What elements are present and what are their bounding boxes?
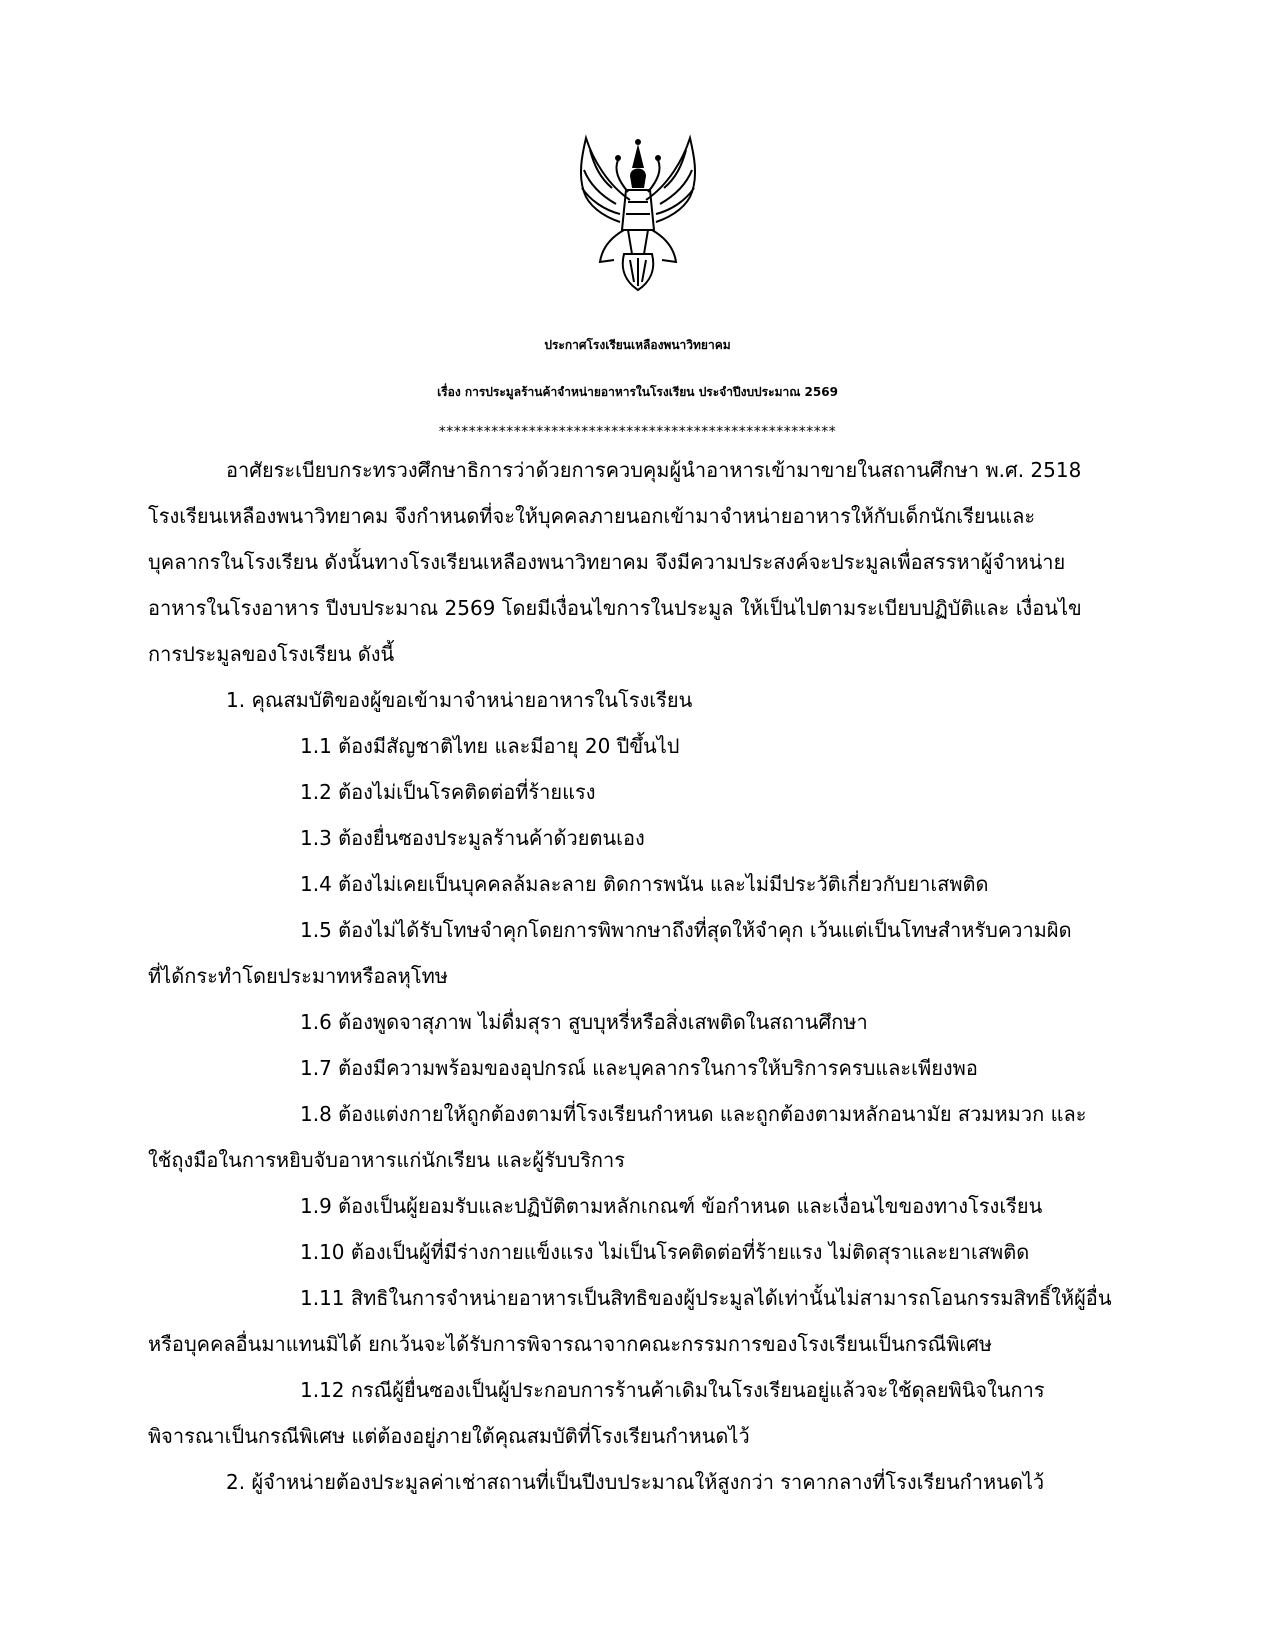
intro-line-4: อาหารในโรงอาหาร ปีงบประมาณ 2569 โดยมีเงื่อนไขการในประมูล ให้เป็นไปตามระเบียบปฏิบัติและ เงื่อนไข [148,596,1082,620]
section-2-heading: 2. ผู้จำหน่ายต้องประมูลค่าเช่าสถานที่เป็นปีงบประมาณให้สูงกว่า ราคากลางที่โรงเรียนกำหนดไว้ [226,1470,1045,1494]
item-1-6: 1.6 ต้องพูดจาสุภาพ ไม่ดื่มสุรา สูบบุหรี่หรือสิ่งเสพติดในสถานศึกษา [300,1010,868,1034]
item-1-11-cont: หรือบุคคลอื่นมาแทนมิได้ ยกเว้นจะได้รับการพิจารณาจากคณะกรรมการของโรงเรียนเป็นกรณีพิเศษ [148,1332,993,1356]
intro-line-1: อาศัยระเบียบกระทรวงศึกษาธิการว่าด้วยการควบคุมผู้นำอาหารเข้ามาขายในสถานศึกษา พ.ศ. 2518 [226,458,1082,482]
item-1-12: 1.12 กรณีผู้ยื่นซองเป็นผู้ประกอบการร้านค้าเดิมในโรงเรียนอยู่แล้วจะใช้ดุลยพินิจในการ [300,1378,1045,1402]
separator-line: ***************************************************** [438,424,837,440]
item-1-9: 1.9 ต้องเป็นผู้ยอมรับและปฏิบัติตามหลักเกณฑ์ ข้อกำหนด และเงื่อนไขของทางโรงเรียน [300,1194,1043,1218]
item-1-5-cont: ที่ได้กระทำโดยประมาทหรือลหุโทษ [148,964,448,988]
announcement-subject: เรื่อง การประมูลร้านค้าจำหน่ายอาหารในโรงเรียน ประจำปีงบประมาณ 2569 [437,385,838,399]
item-1-4: 1.4 ต้องไม่เคยเป็นบุคคลล้มละลาย ติดการพนัน และไม่มีประวัติเกี่ยวกับยาเสพติด [300,872,989,896]
item-1-3: 1.3 ต้องยื่นซองประมูลร้านค้าด้วยตนเอง [300,826,645,850]
item-1-2: 1.2 ต้องไม่เป็นโรคติดต่อที่ร้ายแรง [300,780,596,804]
item-1-5: 1.5 ต้องไม่ได้รับโทษจำคุกโดยการพิพากษาถึงที่สุดให้จำคุก เว้นแต่เป็นโทษสำหรับความผิด [300,918,1072,942]
item-1-8: 1.8 ต้องแต่งกายให้ถูกต้องตามที่โรงเรียนกำหนด และถูกต้องตามหลักอนามัย สวมหมวก และ [300,1102,1087,1126]
item-1-10: 1.10 ต้องเป็นผู้ที่มีร่างกายแข็งแรง ไม่เป็นโรคติดต่อที่ร้ายแรง ไม่ติดสุราและยาเสพติด [300,1240,1030,1264]
item-1-11: 1.11 สิทธิในการจำหน่ายอาหารเป็นสิทธิของผู้ประมูลได้เท่านั้นไม่สามารถโอนกรรมสิทธิ์ให้ผู้อื่น [300,1286,1112,1310]
intro-line-5: การประมูลของโรงเรียน ดังนี้ [148,642,395,666]
garuda-emblem-icon [568,130,708,295]
item-1-1: 1.1 ต้องมีสัญชาติไทย และมีอายุ 20 ปีขึ้นไป [300,734,680,758]
announcement-title: ประกาศโรงเรียนเหลืองพนาวิทยาคม [544,338,731,352]
intro-line-2: โรงเรียนเหลืองพนาวิทยาคม จึงกำหนดที่จะให้บุคคลภายนอกเข้ามาจำหน่ายอาหารให้กับเด็กนักเรียนและ [148,504,1036,528]
item-1-7: 1.7 ต้องมีความพร้อมของอุปกรณ์ และบุคลากรในการให้บริการครบและเพียงพอ [300,1056,978,1080]
item-1-8-cont: ใช้ถุงมือในการหยิบจับอาหารแก่นักเรียน และผู้รับบริการ [148,1148,626,1172]
section-1-heading: 1. คุณสมบัติของผู้ขอเข้ามาจำหน่ายอาหารในโรงเรียน [226,688,693,712]
intro-line-3: บุคลากรในโรงเรียน ดังนั้นทางโรงเรียนเหลืองพนาวิทยาคม จึงมีความประสงค์จะประมูลเพื่อสรรหาผู้จำหน่าย [148,550,1066,574]
item-1-12-cont: พิจารณาเป็นกรณีพิเศษ แต่ต้องอยู่ภายใต้คุณสมบัติที่โรงเรียนกำหนดไว้ [148,1424,750,1448]
